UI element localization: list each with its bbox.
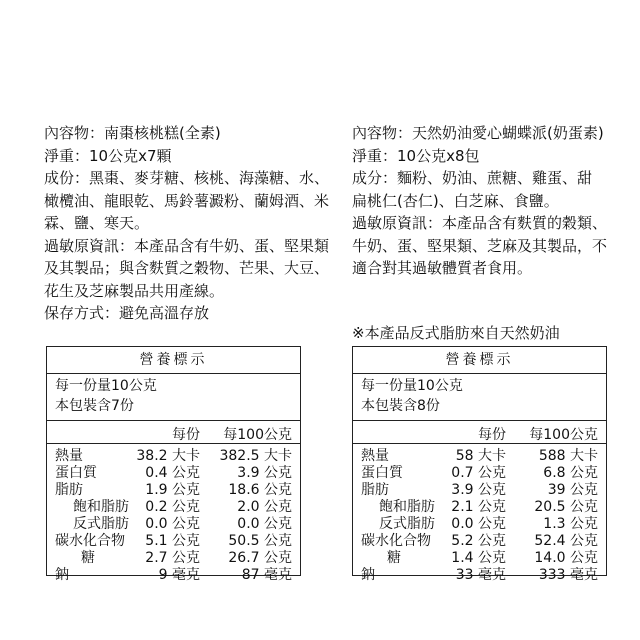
- per-100g-value: 52.4 公克: [534, 533, 598, 549]
- right-allergen-line: 牛奶、蛋、堅果類、芝麻及其製品，不: [352, 236, 608, 255]
- right-allergen-line: 適合對其過敏體質者食用。: [352, 259, 533, 277]
- servings-per-package: 本包裝含8份: [361, 398, 440, 414]
- nutrient-name: 蛋白質: [361, 465, 403, 481]
- nutrient-name: 鈉: [361, 567, 375, 583]
- per-100g-value: 1.3 公克: [543, 516, 598, 532]
- servings-per-package: 本包裝含7份: [55, 398, 134, 414]
- per-100g-value: 3.9 公克: [237, 465, 292, 481]
- per-serving-value: 9 毫克: [158, 567, 200, 583]
- per-serving-value: 2.7 公克: [145, 550, 200, 566]
- nutrition-title: 營養標示: [353, 347, 606, 374]
- per-serving-value: 1.4 公克: [451, 550, 506, 566]
- per-serving-value: 33 毫克: [455, 567, 506, 583]
- table-row: [47, 567, 300, 584]
- per-100g-value: 26.7 公克: [228, 550, 292, 566]
- nutrient-name: 反式脂肪: [73, 516, 129, 532]
- per-serving-value: 0.7 公克: [451, 465, 506, 481]
- per-100g-value: 18.6 公克: [228, 482, 292, 498]
- right-net-weight-line: 淨重：10公克x8包: [352, 146, 480, 165]
- right-nutrition-table: [352, 346, 607, 583]
- nutrient-name: 脂肪: [361, 482, 389, 498]
- nutrient-name: 反式脂肪: [379, 516, 435, 532]
- nutrition-column-header: [353, 421, 606, 444]
- per-100g-value: 20.5 公克: [534, 499, 598, 515]
- per-100g-value: 50.5 公克: [228, 533, 292, 549]
- right-product-info: [352, 122, 624, 280]
- per-100g-value: 588 大卡: [538, 448, 598, 464]
- nutrient-name: 飽和脂肪: [73, 499, 129, 515]
- table-row: [47, 533, 300, 550]
- left-allergen-line: 花生及芝麻製品共用產線。: [44, 281, 225, 300]
- nutrient-name: 脂肪: [55, 482, 83, 498]
- nutrient-name: 糖: [387, 550, 401, 566]
- per-serving-value: 58 大卡: [455, 448, 506, 464]
- table-row: [353, 567, 606, 584]
- per-100g-header: 每100公克: [223, 427, 292, 443]
- per-serving-value: 38.2 大卡: [136, 448, 200, 464]
- per-serving-value: 3.9 公克: [451, 482, 506, 498]
- left-storage-line: 保存方式：避免高溫存放: [44, 304, 210, 322]
- per-serving-header: 每份: [172, 427, 200, 443]
- table-row: [353, 533, 606, 550]
- left-allergen-line: 過敏原資訊：本產品含有牛奶、蛋、堅果類: [44, 236, 330, 255]
- table-row: [47, 499, 300, 516]
- per-serving-value: 5.1 公克: [145, 533, 200, 549]
- per-100g-value: 0.0 公克: [237, 516, 292, 532]
- per-serving-value: 0.0 公克: [451, 516, 506, 532]
- table-row: [353, 516, 606, 533]
- per-100g-value: 333 毫克: [538, 567, 598, 583]
- per-serving-value: 0.4 公克: [145, 465, 200, 481]
- table-row: [47, 448, 300, 465]
- left-ingredients-line: 橄欖油、龍眼乾、馬鈴薯澱粉、蘭姆酒、米: [44, 191, 330, 210]
- right-allergen-line: 過敏原資訊：本產品含有麩質的穀類、: [352, 214, 608, 232]
- trans-fat-note: ※本產品反式脂肪來自天然奶油: [352, 324, 560, 342]
- per-100g-value: 87 毫克: [241, 567, 292, 583]
- per-100g-value: 2.0 公克: [237, 499, 292, 515]
- left-net-weight-line: 淨重：10公克x7顆: [44, 146, 172, 165]
- nutrient-name: 碳水化合物: [361, 533, 431, 549]
- per-serving-value: 2.1 公克: [451, 499, 506, 515]
- table-row: [353, 465, 606, 482]
- serving-size: 每一份量10公克: [55, 378, 157, 394]
- per-100g-value: 6.8 公克: [543, 465, 598, 481]
- nutrient-name: 熱量: [55, 448, 83, 464]
- table-row: [47, 550, 300, 567]
- serving-info: [353, 374, 606, 421]
- serving-size: 每一份量10公克: [361, 378, 463, 394]
- left-ingredients-line: 霖、鹽、寒天。: [44, 214, 150, 232]
- per-serving-value: 1.9 公克: [145, 482, 200, 498]
- per-serving-header: 每份: [478, 427, 506, 443]
- per-serving-value: 0.0 公克: [145, 516, 200, 532]
- left-contents-line: 內容物：南棗核桃糕(全素): [44, 124, 221, 142]
- left-product-info: [44, 122, 344, 325]
- nutrient-name: 糖: [81, 550, 95, 566]
- table-row: [47, 516, 300, 533]
- table-row: [353, 482, 606, 499]
- table-row: [353, 499, 606, 516]
- right-ingredients-line: 扁桃仁(杏仁)、白芝麻、食鹽。: [352, 191, 559, 210]
- per-100g-value: 382.5 大卡: [219, 448, 292, 464]
- nutrition-title: 營養標示: [47, 347, 300, 374]
- per-serving-value: 5.2 公克: [451, 533, 506, 549]
- nutrient-name: 蛋白質: [55, 465, 97, 481]
- per-100g-value: 14.0 公克: [534, 550, 598, 566]
- nutrient-name: 熱量: [361, 448, 389, 464]
- per-100g-value: 39 公克: [547, 482, 598, 498]
- left-ingredients-line: 成份：黑棗、麥芽糖、核桃、海藻糖、水、: [44, 169, 330, 187]
- nutrient-name: 碳水化合物: [55, 533, 125, 549]
- table-row: [353, 448, 606, 465]
- nutrient-name: 飽和脂肪: [379, 499, 435, 515]
- table-row: [353, 550, 606, 567]
- left-nutrition-table: [46, 346, 301, 583]
- table-row: [47, 465, 300, 482]
- serving-info: [47, 374, 300, 421]
- nutrient-name: 鈉: [55, 567, 69, 583]
- right-ingredients-line: 成分：麵粉、奶油、蔗糖、雞蛋、甜: [352, 169, 593, 187]
- left-allergen-line: 及其製品；與含麩質之穀物、芒果、大豆、: [44, 259, 330, 277]
- right-contents-line: 內容物：天然奶油愛心蝴蝶派(奶蛋素): [352, 124, 604, 142]
- per-serving-value: 0.2 公克: [145, 499, 200, 515]
- table-row: [47, 482, 300, 499]
- nutrition-column-header: [47, 421, 300, 444]
- per-100g-header: 每100公克: [529, 427, 598, 443]
